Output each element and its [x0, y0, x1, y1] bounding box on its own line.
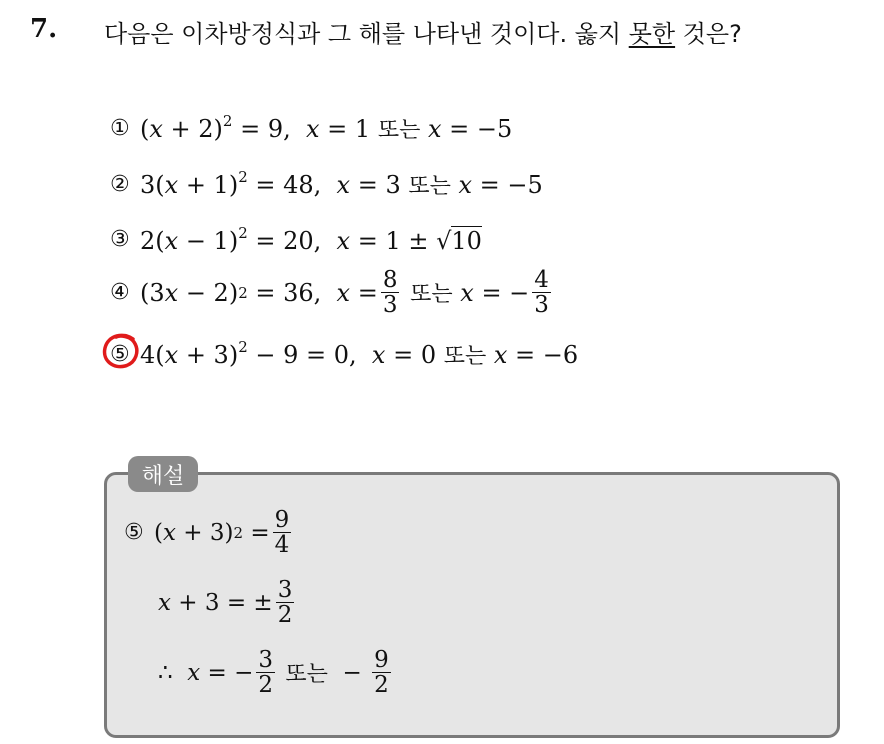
explanation-line-3: ∴ x = − $\frac{3}{2}$ 또는 − $\frac{9}{2}$	[158, 647, 389, 699]
explanation-line-2: x + 3 = ± $\frac{3}{2}$	[158, 577, 293, 629]
option-2-connector: 또는	[408, 174, 451, 199]
question-underlined-word: 못한	[628, 20, 676, 48]
option-5-equation: $4(x + 3)^2 - 9 = 0$, x = 0 또는 x = −6	[140, 338, 579, 369]
option-3-marker: ③	[110, 227, 130, 252]
option-5-marker: ⑤	[110, 341, 130, 367]
option-1[interactable]	[110, 112, 512, 144]
option-1-marker: ①	[110, 115, 130, 141]
explanation-line-1: ⑤ ( x + 3) 2 = $\frac{9}{4}$	[124, 507, 290, 559]
explanation-connector: 또는	[285, 662, 328, 688]
explanation-marker: ⑤	[124, 520, 144, 546]
question-text	[104, 14, 742, 49]
option-1-connector: 또는	[377, 118, 421, 143]
explanation-label: 해설	[128, 456, 198, 492]
option-2[interactable]	[110, 168, 543, 200]
question-text-end: 것은?	[675, 20, 742, 48]
option-5-connector: 또는	[443, 344, 487, 369]
question-number: 7.	[30, 14, 58, 44]
option-4-marker: ④	[110, 280, 130, 306]
option-3-equation: $2(x - 1)^2 = 20$, x = 1 ± √10	[140, 224, 482, 255]
option-3[interactable]	[110, 224, 482, 255]
option-4-connector: 또는	[410, 282, 453, 308]
option-4-equation: (3 x − 2) 2 = 36, x = $\frac{8}{3}$ 또는 x = − $\frac{4}{3}$	[140, 267, 549, 319]
answer-circle-mark	[100, 331, 142, 371]
option-1-equation: $(x + 2)^2 = 9$, x = 1 또는 x = −5	[140, 112, 513, 143]
option-2-equation: $3(x + 1)^2 = 48$, x = 3 또는 x = −5	[140, 168, 543, 199]
option-2-marker: ②	[110, 171, 130, 197]
option-4[interactable]	[110, 268, 554, 317]
option-5[interactable]	[110, 338, 578, 370]
question-text-start: 다음은 이차방정식과 그 해를 나타낸 것이다. 옳지	[104, 20, 629, 48]
